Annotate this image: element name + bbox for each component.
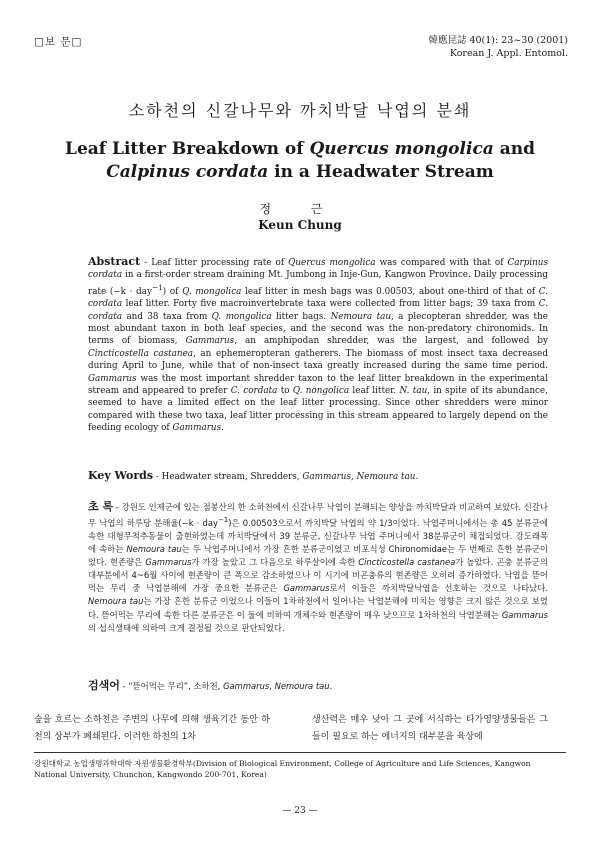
keywords-text: Headwater stream, Shredders, — [161, 472, 303, 482]
abstract-italic: C. cordata — [88, 299, 548, 322]
abstract-italic: Quercus mongolica — [288, 258, 376, 268]
journal-citation-line2: Korean J. Appl. Entomol. — [449, 48, 568, 59]
abstract-text: was compared with that of — [375, 258, 508, 268]
korean-abstract-superscript: −1 — [217, 516, 229, 525]
title-english-part: Leaf Litter Breakdown of — [65, 139, 310, 159]
keywords-text: . — [415, 472, 419, 482]
korean-abstract-text: 가 높았다. 곤충 분류군의 대부분에서 4~6월 사이에 현존량이 큰 폭으로 감소하였으나 이 시기에 비곤충류의 현존량은 오히려 증가하였다. 낙엽을 뜯어먹는 무리 중 낙엽분해에 가장 중요한 분류군은 — [88, 557, 548, 594]
abstract-text: leaf litter. — [349, 385, 400, 396]
abstract-text: Leaf litter processing rate of — [151, 258, 289, 268]
abstract-text: . — [221, 423, 224, 434]
abstract-text: was the most important shredder taxon to the leaf litter breakdown in the experimental stream and appeared to prefer — [88, 373, 548, 396]
title-korean: 소하천의 신갈나무와 까치박달 낙엽의 분쇄 — [128, 101, 472, 120]
title-english-part: and — [493, 139, 535, 159]
footnote-divider — [34, 752, 566, 753]
abstract-text: ) of — [162, 286, 183, 297]
korean-abstract-text: 로서 이들은 까치박달낙엽을 선호하는 것으로 나타났다. — [329, 583, 548, 594]
journal-citation-line1: 韓應昆誌 40(1): 23~30 (2001) — [428, 35, 568, 46]
body-column-left: 숲을 흐르는 소하천은 주변의 나무에 의해 생육기간 동안 하천의 상부가 폐쇄된다. 이러한 하천의 1차 — [34, 715, 270, 742]
abstract-korean — [88, 500, 548, 635]
abstract-text: and 38 taxa from — [122, 311, 212, 322]
abstract-italic: Gammarus — [172, 423, 222, 434]
abstract-text: in a first-order stream draining Mt. Jumbong in Inje-Gun, Kangwon Province. Daily processing rate (−k · day — [88, 270, 548, 297]
title-species-1: Quercus mongolica — [309, 139, 494, 159]
korean-abstract-italic: Cincticostella castanea — [358, 557, 456, 568]
abstract-italic: C. cordata — [230, 385, 278, 396]
abstract-superscript: −1 — [151, 282, 163, 292]
affiliation-footnote: 강원대학교 농업생명과학대학 자원생물환경학부(Division of Biological Environment, College of Agriculture and Life Sciences, Kangwon National University, Chunchon, Kangwondo 200-701, Korea) — [34, 759, 531, 779]
keywords-english — [88, 470, 548, 483]
abstract-dash: - — [140, 258, 152, 268]
title-species-2: Calpinus cordata — [106, 162, 269, 182]
author-korean: 정 근 — [259, 202, 341, 216]
abstract-italic: Gammarus — [185, 336, 235, 347]
abstract-english — [88, 256, 548, 435]
title-english — [0, 138, 600, 184]
abstract-italic: Nemoura tau — [330, 311, 392, 322]
keywords-label: Key Words — [88, 469, 154, 482]
korean-abstract-italic: Nemoura tau — [88, 596, 144, 607]
abstract-text: to — [277, 385, 293, 396]
korean-abstract-text: 강원도 인제군에 있는 점봉산의 한 소하천에서 신갈나무 낙엽이 분해되는 양상을 까치박달과 비교하여 보았다. 신갈나무 낙엽의 하루당 분해율(−k · day — [88, 502, 548, 528]
title-english-part: in a Headwater Stream — [268, 162, 494, 182]
korean-abstract-text: )은 0.00503으로서 까치박달 낙엽의 약 1/3이었다. 낙엽주머니에서는 총 45 분류군에 속한 대형무척추동물이 출현하였는데 까치박달에서 39 분류군, 신갈나무 낙엽 주머니에서 38분류군이 채집되었다. 강도래목에 속하는 — [88, 517, 548, 555]
korean-abstract-italic: Gammarus — [145, 557, 192, 568]
keywords-dash: - — [153, 472, 162, 482]
korean-keywords-italic: Nemoura tau — [274, 681, 330, 691]
korean-keywords-text: . — [329, 681, 333, 691]
abstract-text: , an ephemeropteran gatherers. The biomass of most insect taxa decreased during April to June, while that of non-insect taxa greatly increased during the same time period. — [88, 348, 548, 372]
abstract-italic: N. tau — [399, 385, 428, 396]
keywords-italic: Gammarus — [302, 472, 351, 482]
korean-abstract-italic: Gammarus — [283, 583, 330, 594]
body-column-right: 생산력은 매우 낮아 그 곳에 서식하는 타가영양생물들은 그들이 필요로 하는 에너지의 대부분을 육상에 — [312, 715, 548, 742]
article-type-label: □보 문□ — [34, 36, 83, 48]
keywords-korean — [88, 680, 548, 692]
keywords-text: , — [350, 472, 357, 482]
abstract-text: , a plecopteran shredder, was the most abundant taxon in both leaf species, and the second was the non-predatory chironomids. In terms of biomass, — [88, 311, 548, 347]
journal-citation — [428, 34, 568, 60]
author-english: Keun Chung — [258, 218, 342, 232]
korean-keywords-dash: - — [119, 681, 129, 691]
korean-keywords-italic: Gammarus — [223, 681, 270, 691]
korean-abstract-text: 가 가장 높았고 그 다음으로 하루살이에 속한 — [191, 557, 359, 568]
abstract-text: litter bags. — [271, 311, 331, 322]
abstract-italic: C. cordata — [88, 286, 549, 310]
korean-abstract-text: 는 두 낙엽주머니에서 가장 흔한 분류군이었고 비포식성 Chironomidae는 두 번째로 흔한 분류군이었다. 현존량은 — [88, 544, 548, 568]
abstract-italic: Gammarus — [88, 373, 137, 384]
keywords-italic: Nemoura tau — [356, 472, 416, 482]
korean-abstract-text: 는 가장 흔한 분류군 이었으나 이들이 1차하천에서 일어나는 낙엽분해에 미치는 영향은 크지 않은 것으로 보였다. 뜯어먹는 무리에 속한 다른 분류군은 이 둘에 비하여 개체수와 현존량이 매우 낮으므로 1차하천의 낙엽분해는 — [88, 596, 548, 620]
abstract-italic: Cincticostella castanea — [88, 348, 194, 359]
abstract-italic: Q. mongolica — [182, 286, 242, 297]
korean-abstract-italic: Gammarus — [501, 609, 548, 620]
abstract-text: , in spite of its abundance, seemed to have a limited effect on the leaf litter processing. Since other shredders were minor compared with these two taxa, leaf litter processing in this stream appeared to largely depend on the feeding ecology of — [88, 385, 548, 434]
abstract-italic: Q. nongolica — [292, 385, 350, 396]
korean-abstract-label: 초 록 — [88, 500, 114, 513]
page-number: — 23 — — [282, 806, 318, 816]
korean-keywords-text: “뜯어먹는 무리”, 소하천, — [128, 681, 224, 691]
abstract-label: Abstract — [88, 255, 141, 268]
abstract-text: leaf litter. Forty five macroinvertebrate taxa were collected from litter bags; 39 taxa from — [122, 299, 539, 310]
abstract-italic: Carpinus cordata — [88, 258, 548, 281]
korean-keywords-text: , — [269, 681, 275, 691]
abstract-text: leaf litter in mesh bags was 0.00503, about one-third of that of — [241, 286, 539, 297]
korean-abstract-text: 의 섭식생태에 의하여 크게 결정될 것으로 판단되었다. — [88, 622, 285, 633]
korean-abstract-dash: - — [113, 502, 122, 512]
korean-abstract-italic: Nemoura tau — [126, 544, 182, 555]
abstract-italic: Q. mongolica — [211, 311, 272, 322]
abstract-text: , an amphipodan shredder, was the largest, and followed by — [234, 336, 548, 347]
korean-keywords-label: 검색어 — [88, 679, 120, 692]
